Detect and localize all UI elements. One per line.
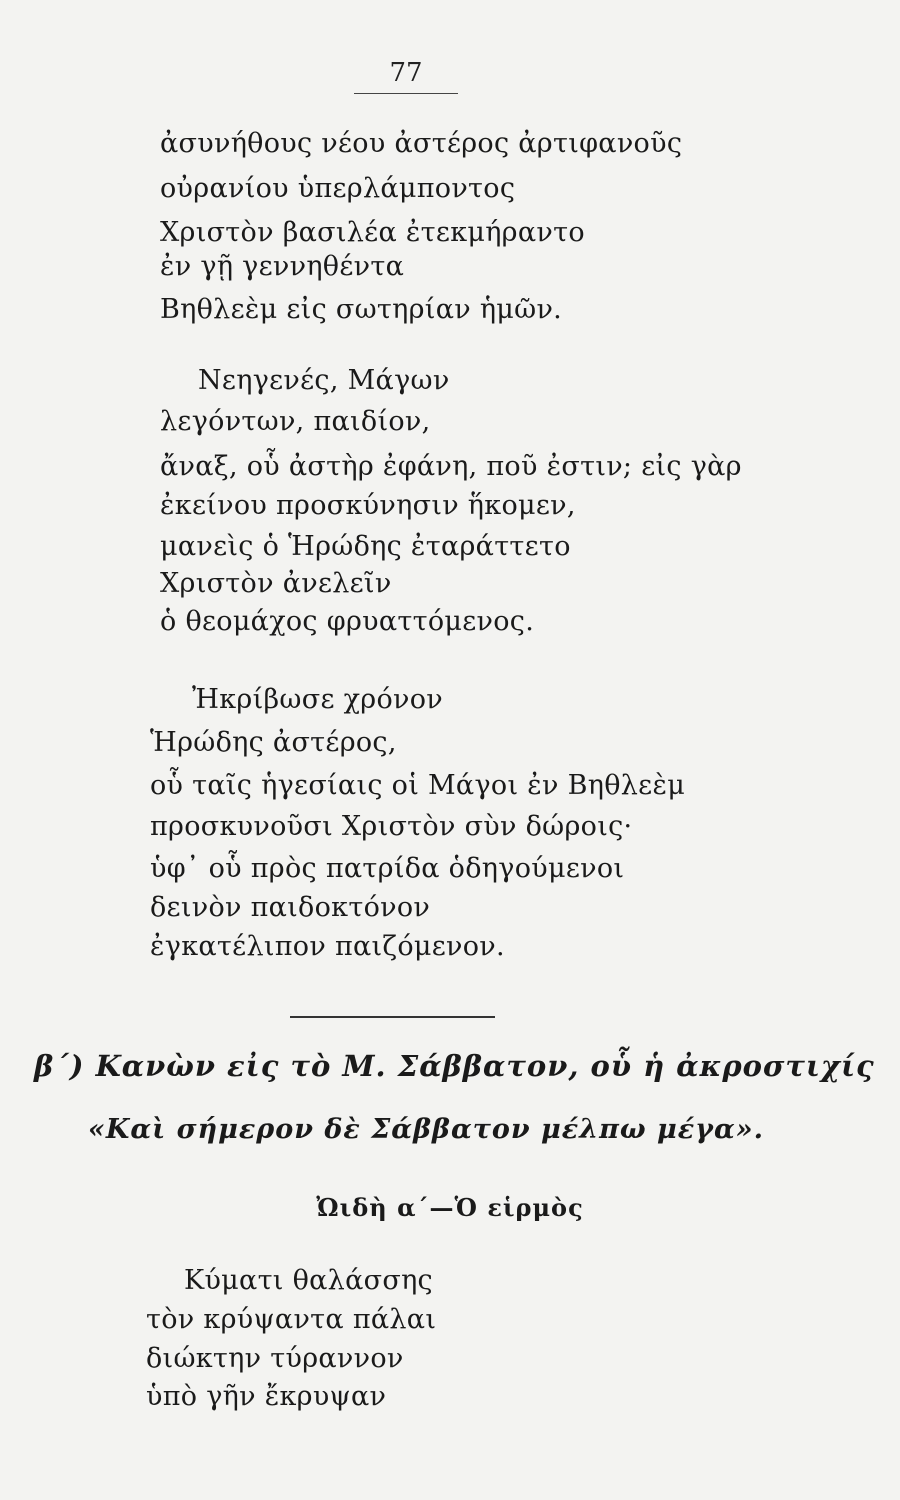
page-number: 77 xyxy=(389,58,423,88)
text-line: ἄναξ, οὗ ἀστὴρ ἐφάνη, ποῦ ἐστιν; εἰς γὰρ xyxy=(160,451,742,482)
ode-heading: Ὠιδὴ α΄—Ὁ εἱρμὸς xyxy=(316,1193,584,1222)
section-divider xyxy=(290,1016,495,1018)
text-line: ἐν γῇ γεννηθέντα xyxy=(160,251,405,282)
text-line: Κύματι θαλάσσης xyxy=(184,1265,433,1296)
section-subheading: «Καὶ σήμερον δὲ Σάββατον μέλπω μέγα». xyxy=(88,1114,765,1145)
text-line: ὑφ᾽ οὗ πρὸς πατρίδα ὁδηγούμενοι xyxy=(150,853,625,884)
text-line: Νεηγενές, Μάγων xyxy=(198,365,450,396)
page-number-rule xyxy=(354,93,458,94)
text-line: ὑπὸ γῆν ἔκρυψαν xyxy=(146,1381,387,1412)
text-line: ὁ θεομάχος φρυαττόμενος. xyxy=(160,606,535,637)
text-line: Χριστὸν βασιλέα ἐτεκμήραντο xyxy=(160,217,585,248)
text-line: Ἡρώδης ἀστέρος, xyxy=(150,727,397,758)
text-line: ἀσυνήθους νέου ἀστέρος ἀρτιφανοῦς xyxy=(160,128,683,159)
text-line: οὗ ταῖς ἡγεσίαις οἱ Μάγοι ἐν Βηθλεὲμ xyxy=(150,770,686,801)
text-line: τὸν κρύψαντα πάλαι xyxy=(146,1304,437,1335)
section-heading: β΄) Κανὼν εἰς τὸ Μ. Σάββατον, οὗ ἡ ἀκροστιχίς xyxy=(34,1049,875,1083)
text-line: προσκυνοῦσι Χριστὸν σὺν δώροις· xyxy=(150,811,633,842)
text-line: οὐρανίου ὑπερλάμποντος xyxy=(160,173,516,204)
text-line: διώκτην τύραννον xyxy=(146,1343,404,1374)
text-line: ἐκείνου προσκύνησιν ἥκομεν, xyxy=(160,490,576,521)
text-line: μανεὶς ὁ Ἡρώδης ἐταράττετο xyxy=(160,531,571,562)
text-line: λεγόντων, παιδίον, xyxy=(160,406,431,437)
text-line: Ἠκρίβωσε χρόνον xyxy=(192,684,443,715)
text-line: δεινὸν παιδοκτόνον xyxy=(150,892,431,923)
text-line: Βηθλεὲμ εἰς σωτηρίαν ἡμῶν. xyxy=(160,294,563,325)
text-line: ἐγκατέλιπον παιζόμενον. xyxy=(150,931,505,962)
text-line: Χριστὸν ἀνελεῖν xyxy=(160,568,392,599)
